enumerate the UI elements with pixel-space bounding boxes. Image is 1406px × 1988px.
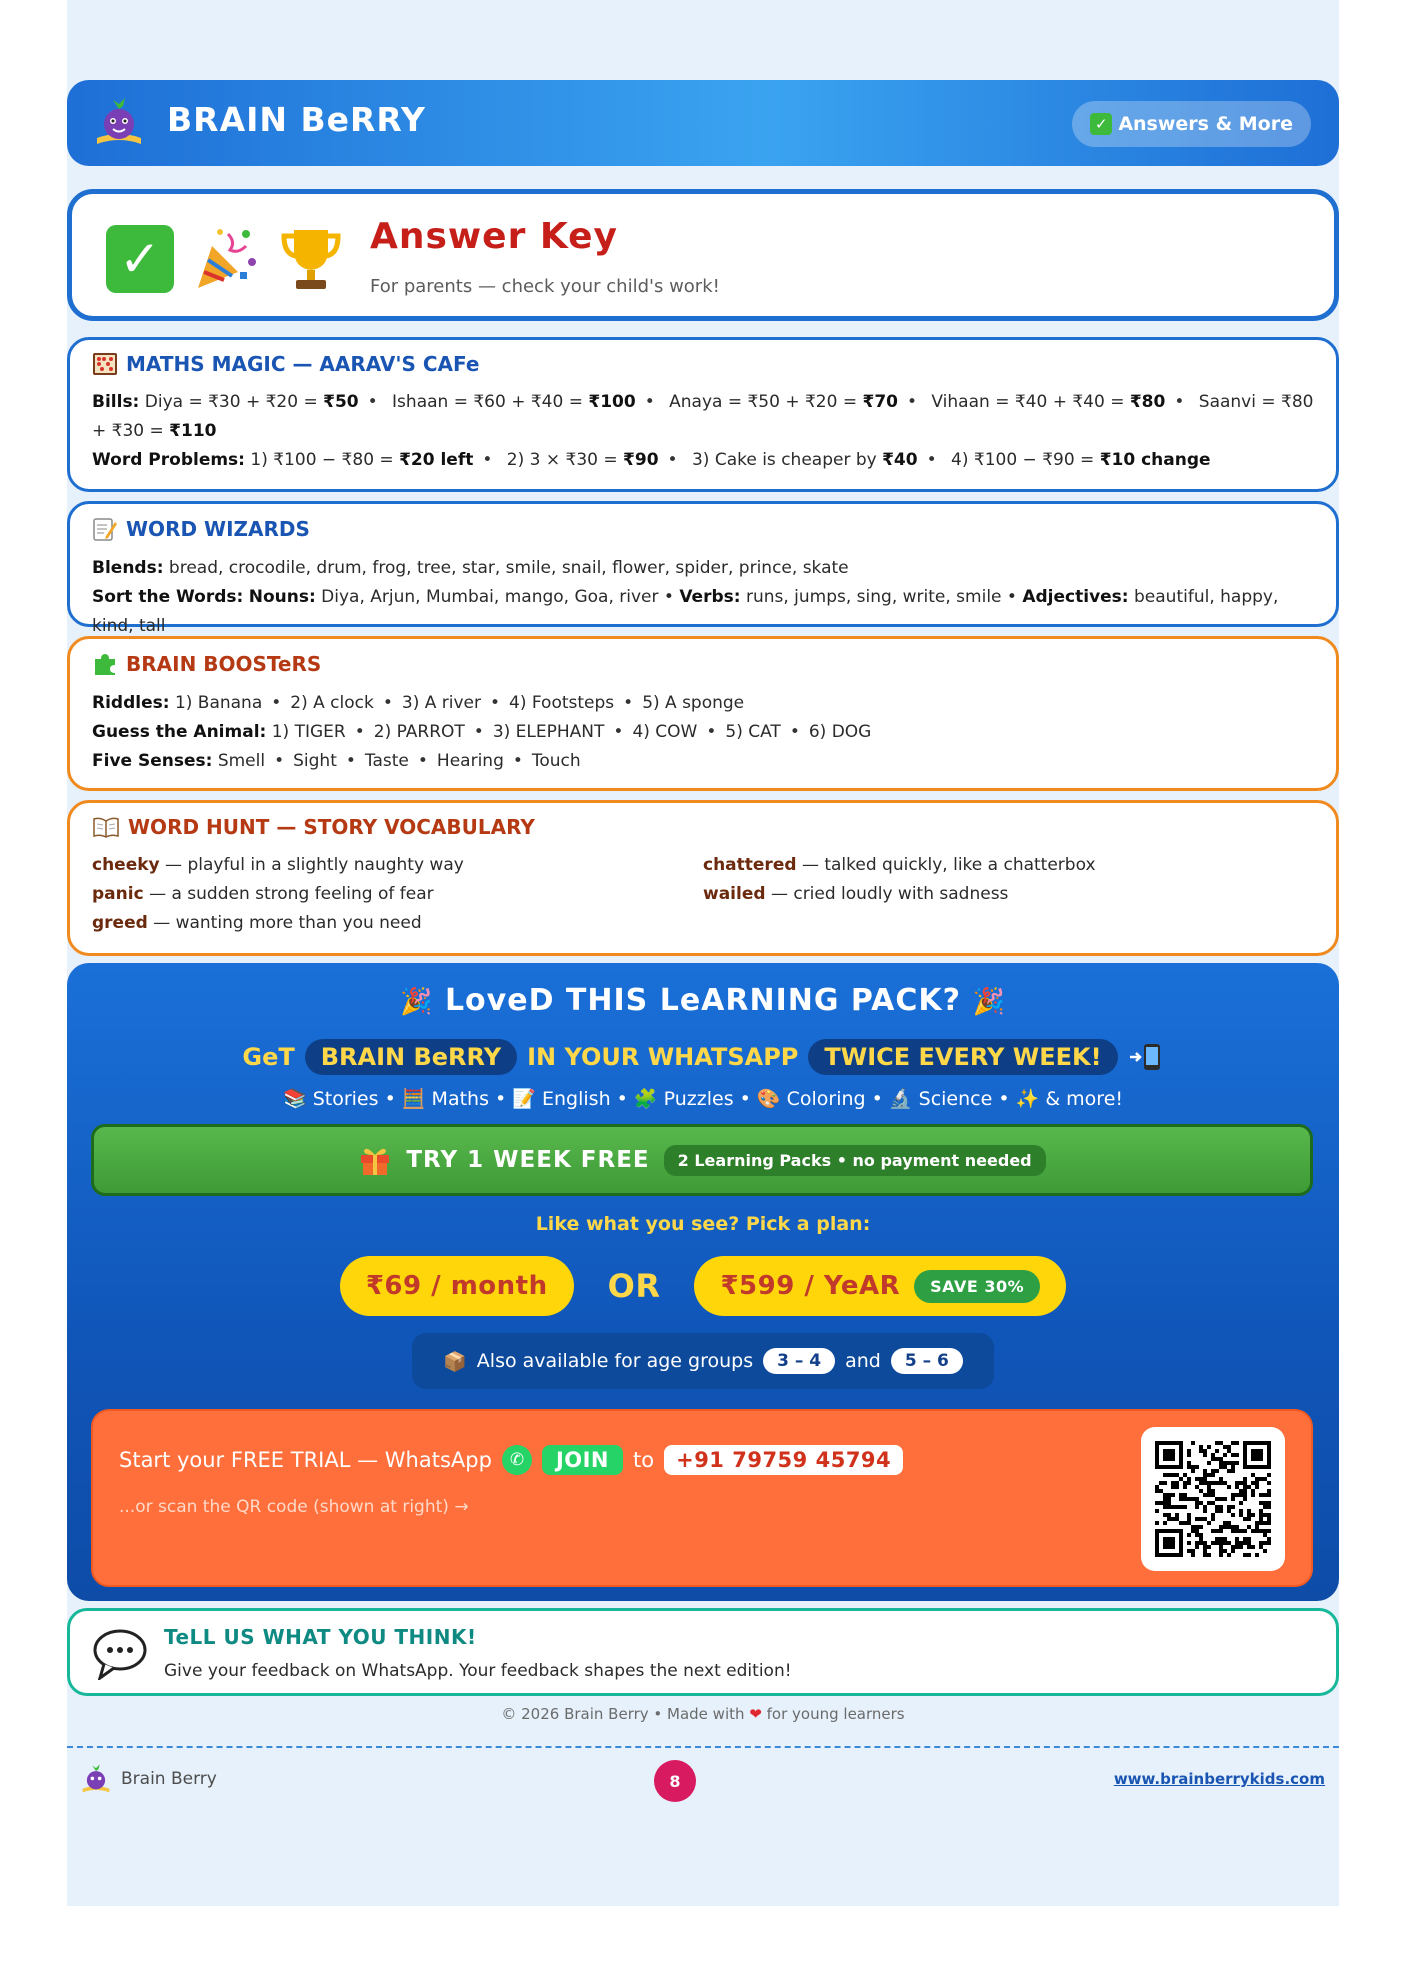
word-problems-line: Word Problems: 1) ₹100 − ₹80 = ₹20 left • 2) 3 × ₹30 = ₹90 • 3) Cake is cheaper by ₹40 • 4) ₹100 − ₹90 = ₹10 change [92,450,1211,470]
vocab-item: panic — a sudden strong feeling of fear [92,884,434,904]
sort-label: Sort the Words: [92,587,244,607]
five-senses-line: Five Senses: Smell • Sight • Taste • Hearing • Touch [92,751,581,771]
nouns-answers: Diya, Arjun, Mumbai, mango, Goa, river [321,587,659,607]
footer-brand-text: Brain Berry [121,1769,217,1789]
cta-text: Start your FREE TRIAL — WhatsApp [119,1448,492,1472]
word-wizards-section [67,501,1339,636]
bill-item: Diya = ₹30 + ₹20 = ₹50 [144,392,359,412]
cta-line [119,1445,903,1475]
word-wizards-heading [92,516,1314,542]
word-problems-label: Word Problems: [92,450,245,470]
category-item: ✨ & more! [1015,1088,1124,1110]
yearly-plan-button[interactable] [694,1256,1066,1316]
word-problem-item: 4) ₹100 − ₹90 = ₹10 change [951,450,1211,470]
header-bar [67,80,1339,166]
copyright-text-end: for young learners [766,1705,905,1723]
answer-key-card [67,189,1339,321]
free-trial-banner[interactable] [91,1124,1313,1196]
adjectives-label: Adjectives: [1022,587,1129,607]
category-item: 🔬 Science [888,1088,993,1110]
party-popper-icon: 🎉 [400,987,434,1017]
bill-item: Vihaan = ₹40 + ₹40 = ₹80 [931,392,1166,412]
qr-code[interactable] [1141,1427,1285,1571]
whatsapp-cta-box [91,1409,1313,1587]
age-groups-bar [412,1333,994,1389]
page-title: Answer Key [370,216,619,257]
brand-pill: BRAIN BeRRY [305,1039,517,1075]
join-keyword: JOIN [542,1445,623,1475]
whatsapp-icon: ✆ [502,1445,532,1475]
bills-line: Bills: Diya = ₹30 + ₹20 = ₹50 • Ishaan = ₹60 + ₹40 = ₹100 • Anaya = ₹50 + ₹20 = ₹70 • Vihaan = ₹40 + ₹40 = ₹80 • Saanvi = ₹80 + ₹30 = ₹110 [92,392,1314,441]
website-link[interactable]: www.brainberrykids.com [1113,1770,1325,1788]
mobile-phone-icon [1128,1042,1164,1072]
vocab-item: cheeky — playful in a slightly naughty way [92,855,464,875]
to-label: to [633,1448,655,1472]
footer-divider [67,1746,1339,1748]
brain-boosters-heading-text: BRAIN BOOSTeRS [126,652,322,676]
age-group-5-6-pill[interactable]: 5 – 6 [891,1348,963,1374]
copyright-line [67,1705,1339,1723]
promo-title-text: LoveD THIS LeARNING PACK? [444,983,962,1018]
get-label: GeT [242,1043,295,1071]
vocab-item: wailed — cried loudly with sadness [703,884,1009,904]
feedback-text: Give your feedback on WhatsApp. Your feedback shapes the next edition! [164,1661,792,1681]
page-subtitle: For parents — check your child's work! [370,276,720,297]
content-categories: 📚 Stories • 🧮 Maths • 📝 English • 🧩 Puzzles • 🎨 Coloring • 🔬 Science • ✨ & more! [282,1088,1124,1110]
word-problem-item: 2) 3 × ₹30 = ₹90 [506,450,659,470]
feedback-card [67,1608,1339,1696]
word-hunt-section [67,800,1339,956]
answers-badge [1072,101,1311,147]
trophy-icon [276,224,346,294]
qr-hint: ...or scan the QR code (shown at right) → [119,1497,469,1517]
riddles-label: Riddles: [92,693,170,713]
heart-icon: ❤ [749,1705,762,1723]
page-number: 8 [654,1760,696,1802]
bills-label: Bills: [92,392,140,412]
package-icon: 📦 [443,1350,467,1373]
age-group-3-4-pill[interactable]: 3 – 4 [763,1348,835,1374]
vocab-col-left [92,851,703,938]
check-mark-icon: ✓ [106,225,174,293]
free-trial-note: 2 Learning Packs • no payment needed [664,1145,1046,1176]
category-item: 📚 Stories [282,1088,379,1110]
vocab-item: chattered — talked quickly, like a chatterbox [703,855,1096,875]
speech-bubble-icon [92,1628,148,1680]
monthly-plan-price: ₹69 / month [365,1271,548,1301]
bill-item: Ishaan = ₹60 + ₹40 = ₹100 [392,392,636,412]
title-icons [106,224,346,294]
sort-words-line: Sort the Words: Nouns: Diya, Arjun, Mumbai, mango, Goa, river • Verbs: runs, jumps, sing, write, smile • Adjectives: beautiful, happy, kind, tall [92,587,1279,636]
abacus-icon [92,352,118,376]
brain-boosters-section [67,636,1339,791]
bill-item: Saanvi = ₹80 + ₹30 = ₹110 [92,392,1314,441]
berry-logo-icon [91,94,147,150]
and-label: and [845,1350,881,1372]
bill-item: Anaya = ₹50 + ₹20 = ₹70 [669,392,898,412]
verbs-label: Verbs: [679,587,741,607]
word-hunt-heading [92,815,1314,839]
party-popper-icon [190,224,260,294]
riddles-line: Riddles: 1) Banana • 2) A clock • 3) A river • 4) Footsteps • 5) A sponge [92,693,745,713]
guess-animal-label: Guess the Animal: [92,722,267,742]
vocab-grid [92,851,1314,938]
berry-logo-icon [79,1762,113,1796]
or-label: OR [607,1267,661,1305]
word-problem-item: 1) ₹100 − ₹80 = ₹20 left [250,450,474,470]
vocab-item: greed — wanting more than you need [92,913,422,933]
category-item: 🧮 Maths [401,1088,489,1110]
footer-brand [79,1762,217,1796]
word-wizards-heading-text: WORD WIZARDS [126,517,310,541]
check-icon: ✓ [1090,113,1112,135]
brain-boosters-heading [92,651,1314,677]
nouns-label: Nouns: [248,587,316,607]
verbs-answers: runs, jumps, sing, write, smile [745,587,1002,607]
promo-panel [67,963,1339,1601]
copyright-text: © 2026 Brain Berry • Made with [501,1705,745,1723]
guess-animal-line: Guess the Animal: 1) TIGER • 2) PARROT • 3) ELEPHANT • 4) COW • 5) CAT • 6) DOG [92,722,872,742]
maths-section [67,337,1339,492]
maths-heading-text: MATHS MAGIC — AARAV'S CAFe [126,352,480,376]
monthly-plan-button[interactable] [340,1256,574,1316]
vocab-col-right [703,851,1314,938]
answers-badge-label: Answers & More [1118,113,1293,135]
word-hunt-heading-text: WORD HUNT — STORY VOCABULARY [128,815,535,839]
page [67,0,1339,1906]
free-trial-title: TRY 1 WEEK FREE [406,1147,650,1173]
promo-title [67,983,1339,1018]
puzzle-piece-icon [92,651,118,677]
promo-get-line [67,1039,1339,1075]
brand-title: BRAIN BeRRY [167,100,426,139]
gift-icon [358,1143,392,1177]
frequency-pill: TWICE EVERY WEEK! [808,1039,1117,1075]
pick-plan-label: Like what you see? Pick a plan: [535,1213,871,1235]
whatsapp-number[interactable]: +91 79759 45794 [664,1445,903,1475]
five-senses-label: Five Senses: [92,751,213,771]
category-item: 📝 English [512,1088,611,1110]
age-groups-label: Also available for age groups [476,1350,754,1372]
blends-answers: bread, crocodile, drum, frog, tree, star, smile, snail, flower, spider, prince, skate [168,558,849,578]
word-problem-item: 3) Cake is cheaper by ₹40 [691,450,918,470]
maths-heading [92,352,1314,376]
category-item: 🎨 Coloring [756,1088,866,1110]
blends-label: Blends: [92,558,164,578]
save-badge: SAVE 30% [914,1270,1040,1303]
in-whatsapp-label: IN YOUR WHATSAPP [527,1043,799,1071]
qr-code-icon [1155,1441,1271,1557]
plans-row [67,1256,1339,1316]
memo-pencil-icon [92,516,118,542]
category-item: 🧩 Puzzles [633,1088,734,1110]
feedback-title: TeLL US WHAT YOU THINK! [164,1625,477,1649]
adjectives-answers: beautiful, happy, kind, tall [92,587,1279,636]
yearly-plan-price: ₹599 / YeAR [720,1271,901,1301]
blends-line [92,554,1314,583]
open-book-icon [92,815,120,839]
party-popper-icon: 🎉 [972,987,1006,1017]
